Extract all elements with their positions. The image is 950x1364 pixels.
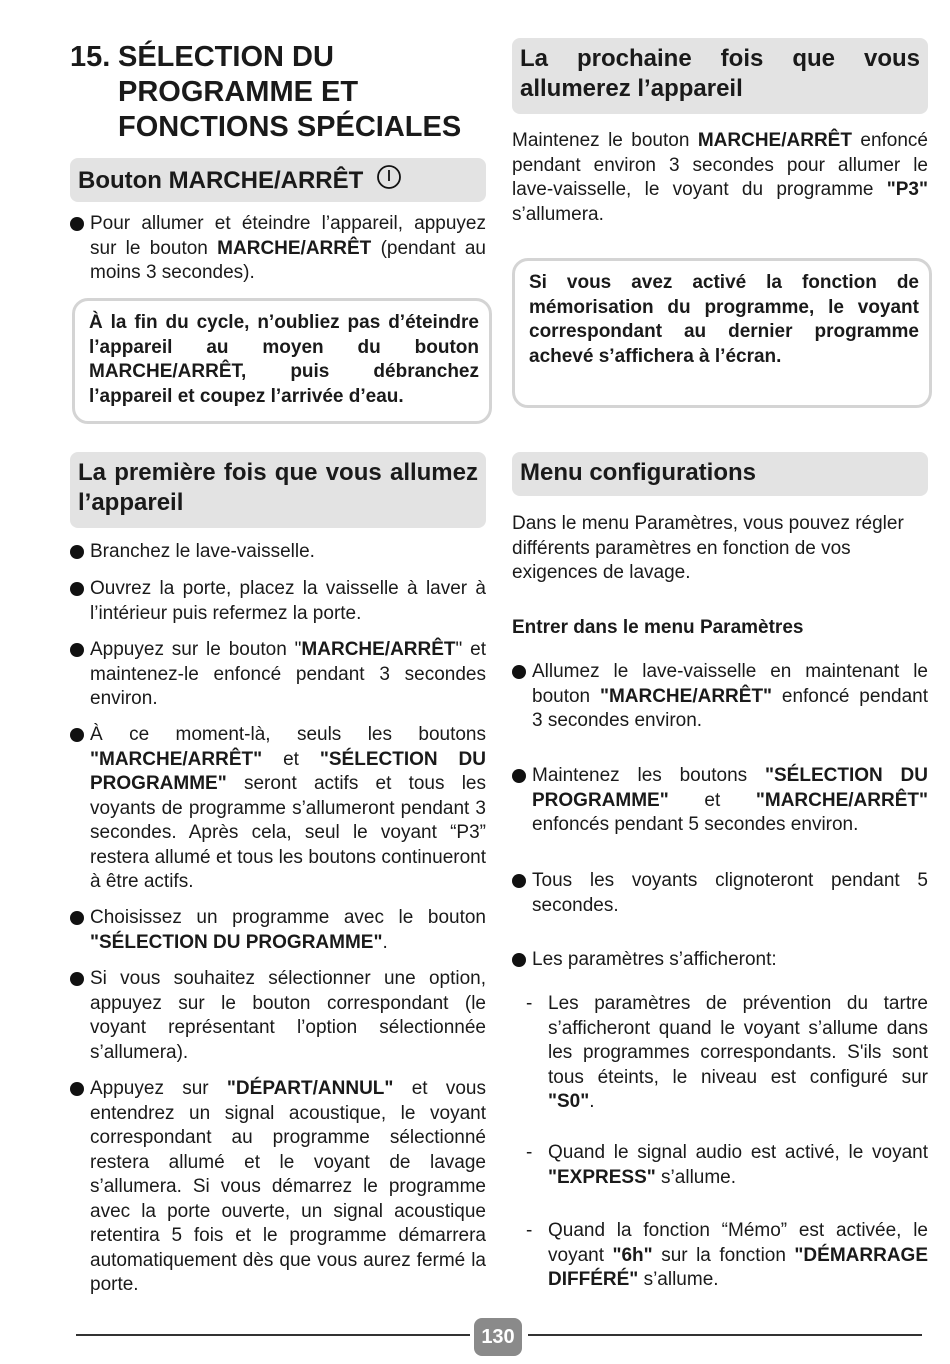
menu-heading: Menu configurations	[512, 452, 928, 496]
bullet-icon	[512, 874, 526, 888]
list-item: Ouvrez la porte, placez la vaisselle à laver à l’intérieur puis refermez la porte.	[70, 577, 486, 626]
bullet-icon	[512, 769, 526, 783]
list-item: À ce moment-là, seuls les boutons "MARCHE/ARRÊT" et "SÉLECTION DU PROGRAMME" seront actifs et tous les voyants de programme s’allumeront pendant 3 secondes. Après cela, seul le voyant “P3” restera allumé et tous les boutons continueront à être actifs.	[70, 723, 486, 895]
list-item: Choisissez un programme avec le bouton "SÉLECTION DU PROGRAMME".	[70, 906, 486, 955]
onoff-heading	[70, 158, 486, 202]
end-of-cycle-note: À la fin du cycle, n’oubliez pas d’éteindre l’appareil au moyen du bouton MARCHE/ARRÊT, puis débranchez l’appareil et coupez l’arrivée d’eau.	[72, 298, 492, 424]
next-time-heading: La prochaine fois que vous allumerez l’appareil	[512, 38, 928, 114]
section-number: 15.	[70, 41, 111, 73]
menu-subheading: Entrer dans le menu Paramètres	[512, 617, 804, 638]
bullet-icon	[70, 545, 84, 559]
memory-note: Si vous avez activé la fonction de mémorisation du programme, le voyant correspondant au dernier programme achevé s’affichera à l’écran.	[512, 258, 932, 408]
dash-item: - Quand la fonction “Mémo” est activée, le voyant "6h" sur la fonction "DÉMARRAGE DIFFÉRÉ" s’allume.	[526, 1220, 928, 1290]
footer-rule-right	[528, 1334, 922, 1336]
power-icon	[376, 164, 402, 190]
list-item: Allumez le lave-vaisselle en maintenant le bouton "MARCHE/ARRÊT" enfoncé pendant 3 secondes environ.	[512, 660, 928, 734]
footer-rule-left	[76, 1334, 470, 1336]
bullet-icon	[70, 643, 84, 657]
list-item: Si vous souhaitez sélectionner une option, appuyez sur le bouton correspondant (le voyant représentant l’option sélectionnée s’allumera).	[70, 967, 486, 1065]
bullet-icon	[70, 911, 84, 925]
bullet-icon	[70, 972, 84, 986]
list-item: Maintenez les boutons "SÉLECTION DU PROGRAMME" et "MARCHE/ARRÊT" enfoncés pendant 5 secondes environ.	[512, 764, 928, 838]
section-title-text: SÉLECTION DU PROGRAMME ET FONCTIONS SPÉCIALES	[118, 41, 462, 143]
bullet-icon	[70, 582, 84, 596]
list-item: Tous les voyants clignoteront pendant 5 secondes.	[512, 869, 928, 918]
next-time-paragraph: Maintenez le bouton MARCHE/ARRÊT enfoncé pendant environ 3 secondes pour allumer le lave-vaisselle, le voyant du programme "P3" s’allumera.	[512, 130, 928, 225]
page-number: 130	[474, 1318, 522, 1356]
bullet-icon	[70, 1082, 84, 1096]
onoff-heading-text: Bouton MARCHE/ARRÊT	[78, 167, 364, 194]
bullet-icon	[70, 217, 84, 231]
list-item: Les paramètres s’afficheront:	[512, 948, 928, 973]
list-item: Branchez le lave-vaisselle.	[70, 540, 486, 565]
first-time-heading: La première fois que vous allumez l’appareil	[70, 452, 486, 528]
menu-intro: Dans le menu Paramètres, vous pouvez régler différents paramètres en fonction de vos exigences de lavage.	[512, 513, 904, 583]
bullet-icon	[512, 953, 526, 967]
dash-item: - Les paramètres de prévention du tartre s’afficheront quand le voyant s’allume dans les programmes correspondants. S'ils sont tous éteints, le niveau est configuré sur "S0".	[526, 993, 928, 1112]
list-item: Pour allumer et éteindre l’appareil, appuyez sur le bouton MARCHE/ARRÊT (pendant au moins 3 secondes).	[70, 212, 486, 286]
dash-item: - Quand le signal audio est activé, le voyant "EXPRESS" s’allume.	[526, 1142, 928, 1188]
list-item: Appuyez sur "DÉPART/ANNUL" et vous entendrez un signal acoustique, le voyant correspondant au programme sélectionné restera allumé et le voyant de lavage s’allumera. Si vous démarrez le programme avec la porte ouverte, un signal acoustique retentira 5 fois et le programme démarrera automatiquement dès que vous aurez fermé la porte.	[70, 1077, 486, 1298]
list-item: Appuyez sur le bouton "MARCHE/ARRÊT" et maintenez-le enfoncé pendant 3 secondes environ.	[70, 638, 486, 712]
bullet-icon	[512, 665, 526, 679]
bullet-icon	[70, 728, 84, 742]
